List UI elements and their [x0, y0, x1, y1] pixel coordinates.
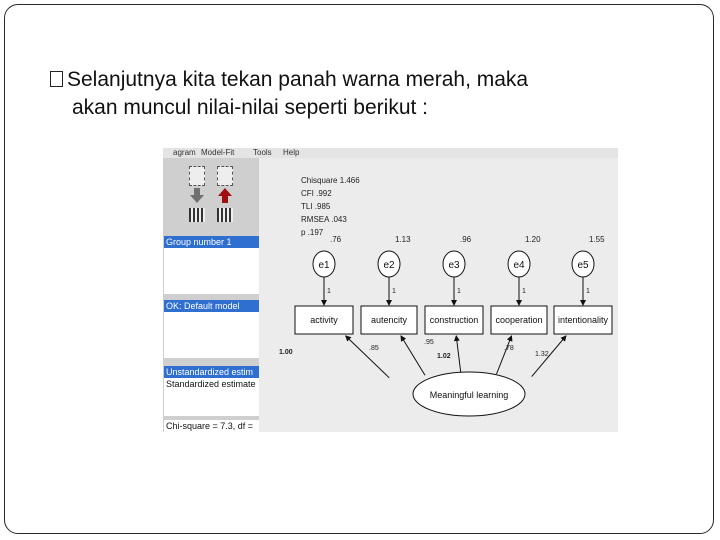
gray-arrow-down-icon: [187, 186, 207, 206]
menu-help[interactable]: Help: [283, 148, 300, 157]
menu-tools[interactable]: Tools: [253, 148, 272, 157]
path-weight-label: .85: [369, 345, 379, 352]
error-loading-label: 1: [586, 288, 590, 295]
path-diagram: [259, 158, 618, 432]
estimates-standardized[interactable]: Standardized estimate: [166, 379, 256, 389]
loading-path: [456, 336, 461, 373]
path-weight-label: 1.02: [437, 353, 451, 360]
bullet-paragraph: [50, 66, 670, 122]
indicator-label: intentionality: [557, 315, 609, 325]
fit-statistics: [301, 174, 360, 239]
loading-path: [497, 336, 512, 374]
error-node-label: e5: [577, 260, 589, 271]
error-variance-label: .96: [460, 235, 472, 244]
view-input-button[interactable]: [187, 164, 207, 222]
error-variance-label: 1.55: [589, 235, 605, 244]
error-loading-label: 1: [392, 288, 396, 295]
error-variance-label: .76: [330, 235, 342, 244]
fit-stat: TLI .985: [301, 202, 331, 211]
indicator-label: cooperation: [495, 315, 543, 325]
fit-stat: p .197: [301, 228, 324, 237]
fit-stat: CFI .992: [301, 189, 332, 198]
bullet-icon: [50, 71, 63, 87]
error-node-label: e3: [448, 260, 460, 271]
amos-menubar: [163, 148, 618, 158]
groups-panel: [164, 236, 259, 294]
latent-label: Meaningful learning: [429, 390, 509, 400]
error-variance-label: 1.20: [525, 235, 541, 244]
indicator-label: construction: [429, 315, 479, 325]
model-item[interactable]: OK: Default model: [164, 300, 259, 312]
path-weight-label: .95: [424, 339, 434, 346]
error-node-label: e2: [383, 260, 395, 271]
error-loading-label: 1: [327, 288, 331, 295]
indicator-label: activity: [310, 315, 338, 325]
path-weight-label: 1.32: [535, 351, 549, 358]
estimates-panel: [164, 366, 259, 416]
chi-square-summary: Chi-square = 7.3, df =: [166, 421, 254, 431]
red-arrow-up-icon: [215, 186, 235, 206]
error-node-label: e4: [513, 260, 525, 271]
menu-diagram[interactable]: agram: [173, 148, 196, 157]
fit-stat: RMSEA .043: [301, 215, 347, 224]
amos-screenshot: [163, 148, 618, 432]
amos-left-panel: [163, 158, 259, 432]
menu-model-fit[interactable]: Model-Fit: [201, 148, 235, 157]
fit-stat: Chisquare 1.466: [301, 176, 360, 185]
error-loading-label: 1: [457, 288, 461, 295]
loading-path: [401, 336, 425, 375]
models-panel: [164, 300, 259, 358]
estimates-unstandardized[interactable]: Unstandardized estim: [164, 366, 259, 378]
path-weight-label: 1.00: [279, 349, 293, 356]
indicator-label: autencity: [370, 315, 408, 325]
view-output-button[interactable]: [215, 164, 235, 222]
error-variance-label: 1.13: [395, 235, 411, 244]
path-weight-label: .78: [504, 345, 514, 352]
bullet-line-1: Selanjutnya kita tekan panah warna merah, maka: [67, 68, 529, 91]
error-loading-label: 1: [522, 288, 526, 295]
bullet-line-2: akan muncul nilai-nilai seperti berikut :: [72, 96, 429, 119]
fit-summary-panel: [164, 420, 259, 432]
error-node-label: e1: [318, 260, 330, 271]
group-item[interactable]: Group number 1: [164, 236, 259, 248]
loading-path: [346, 336, 390, 378]
